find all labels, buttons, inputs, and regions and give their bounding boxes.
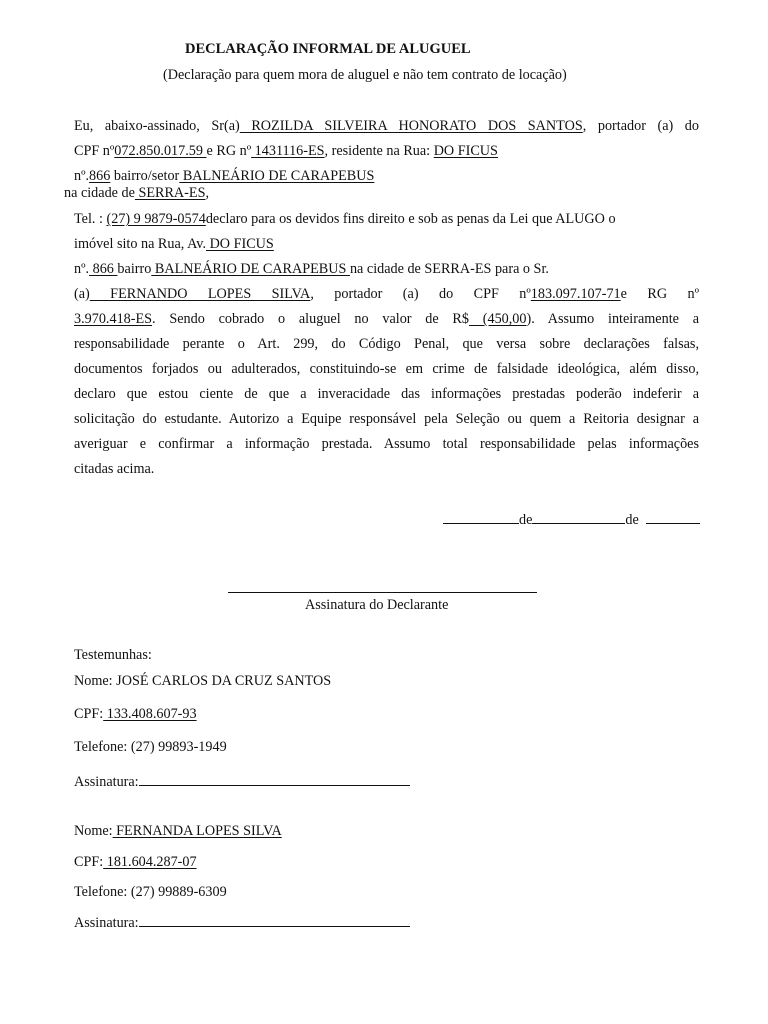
residence-number: 866 (89, 168, 111, 184)
witness-2-signature (74, 914, 410, 932)
declarante-name: ROZILDA SILVEIRA HONORATO DOS SANTOS (239, 118, 583, 134)
text: na cidade de SERRA-ES para o Sr. (349, 261, 549, 277)
residence-street: DO FICUS (433, 143, 498, 159)
witness-2-name (74, 823, 282, 840)
signature-blank (139, 773, 410, 786)
declarante-cpf: 072.850.017.59 (114, 143, 207, 159)
body-line-2 (74, 143, 498, 160)
text: Telefone: (74, 884, 128, 900)
body-line-10: responsabilidade perante o Art. 299, do Código Penal, que versa sobre declarações falsas, (74, 336, 699, 352)
witness-1-name (74, 673, 331, 690)
landlord-name: FERNANDO LOPES SILVA (89, 286, 311, 302)
text: bairro/setor (110, 168, 180, 184)
property-number: 866 (89, 261, 118, 277)
document-title: DECLARAÇÃO INFORMAL DE ALUGUEL (185, 41, 471, 57)
text: bairro (117, 261, 152, 277)
text: Tel. : (74, 211, 107, 227)
text: de (519, 512, 533, 528)
text: nº. (74, 261, 90, 277)
declarante-rg: 1431116-ES (251, 143, 325, 159)
document-subtitle: (Declaração para quem mora de aluguel e não tem contrato de locação) (163, 67, 567, 83)
body-line-14: averiguar e confirmar a informação prestada. Assumo total responsabilidade pelas informações (74, 436, 699, 452)
text: de (625, 512, 639, 528)
body-line-11: documentos forjados ou adulterados, constituindo-se em crime de falsidade ideológica, além disso, (74, 361, 699, 377)
text: e RG nº (206, 143, 252, 159)
witness-cpf: 181.604.287-07 (103, 854, 197, 870)
signature-label: Assinatura do Declarante (305, 597, 449, 613)
witness-2-phone (74, 884, 227, 901)
body-line-8 (74, 286, 699, 303)
witness-name: FERNANDA LOPES SILVA (112, 823, 282, 839)
text: ). Assumo inteiramente a (526, 311, 699, 327)
residence-city: SERRA-ES (134, 185, 206, 201)
text: (a) (74, 286, 90, 302)
witness-phone: (27) 99893-1949 (127, 739, 227, 755)
text: Nome: (74, 823, 113, 839)
witness-1-signature (74, 773, 410, 791)
text: Assinatura: (74, 774, 139, 790)
text: imóvel sito na Rua, Av. (74, 236, 207, 252)
text: CPF: (74, 706, 104, 722)
date-line (443, 511, 700, 529)
property-street: DO FICUS (206, 236, 274, 252)
witness-2-cpf (74, 854, 197, 871)
text: Eu, abaixo-assinado, Sr(a) (74, 118, 240, 134)
text: nº. (74, 168, 90, 184)
text: , portador (a) do (582, 118, 699, 134)
body-line-3 (74, 168, 374, 185)
body-line-1 (74, 118, 699, 135)
text: Nome: (74, 673, 113, 689)
body-line-5 (74, 211, 616, 228)
body-line-13: solicitação do estudante. Autorizo a Equipe responsável pela Seleção ou quem a Reitoria designar a (74, 411, 699, 427)
body-line-15: citadas acima. (74, 461, 155, 477)
witness-name: JOSÉ CARLOS DA CRUZ SANTOS (112, 673, 332, 689)
rent-value: (450,00 (468, 311, 527, 327)
signature-line (228, 592, 537, 593)
text: . Sendo cobrado o aluguel no valor de R$ (152, 311, 469, 327)
body-line-7 (74, 261, 549, 278)
signature-blank (139, 914, 410, 927)
text: CPF nº (74, 143, 115, 159)
landlord-rg: 3.970.418-ES (74, 311, 153, 327)
witness-cpf: 133.408.607-93 (103, 706, 197, 722)
body-line-6 (74, 236, 274, 253)
body-line-9 (74, 311, 699, 328)
property-neighborhood: BALNEÁRIO DE CARAPEBUS (151, 261, 350, 277)
body-line-12: declaro que estou ciente de que a inveracidade das informações prestadas poderão indeferir a (74, 386, 699, 402)
text: Assinatura: (74, 915, 139, 931)
text: declaro para os devidos fins direito e sob as penas da Lei que ALUGO o (205, 211, 616, 227)
text: e RG nº (620, 286, 700, 302)
witnesses-heading: Testemunhas: (74, 647, 152, 663)
month-blank (532, 511, 625, 524)
text: Telefone: (74, 739, 128, 755)
year-blank (646, 511, 700, 524)
text: , (205, 185, 210, 201)
residence-neighborhood: BALNEÁRIO DE CARAPEBUS (179, 168, 375, 184)
text: , residente na Rua: (324, 143, 434, 159)
landlord-cpf: 183.097.107-71 (530, 286, 621, 302)
text: CPF: (74, 854, 104, 870)
witness-phone: (27) 99889-6309 (127, 884, 227, 900)
text: , portador (a) do CPF nº (310, 286, 531, 302)
witness-1-phone (74, 739, 227, 756)
body-line-4 (64, 185, 209, 202)
day-blank (443, 511, 519, 524)
witness-1-cpf (74, 706, 197, 723)
declarante-phone: (27) 9 9879-0574 (106, 211, 206, 227)
text: na cidade de (64, 185, 135, 201)
